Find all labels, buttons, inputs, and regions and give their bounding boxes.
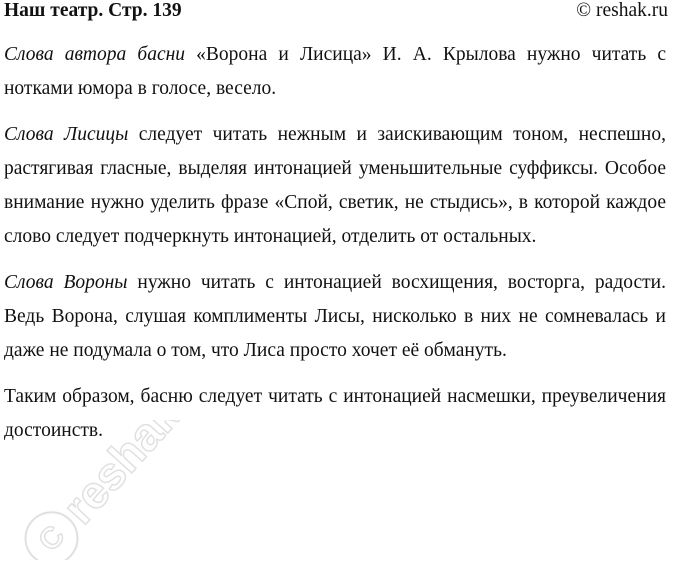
page-title: Наш театр. Стр. 139 (4, 0, 182, 21)
paragraph-body: следует читать нежным и заискивающим тоном, неспешно, растягивая гласные, выделяя интонацией уменьшительные суффиксы. Особое внимание нужно уделить фразе «Спой, светик, не стыдись», в которой каждое слово следует подчеркнуть интонацией, отделить от остальных. (4, 124, 666, 247)
paragraph-lead: Слова Вороны (4, 272, 128, 293)
source-label: © reshak.ru (576, 0, 668, 21)
paragraph-body: нужно читать с интонацией восхищения, восторга, радости. Ведь Ворона, слушая комплименты Лисы, нисколько в них не сомневалась и даже не подумала о том, что Лиса просто хочет её обмануть. (4, 272, 666, 361)
watermark-text: reshak.ru (52, 420, 200, 534)
paragraph-crow (4, 266, 666, 368)
answer-text (4, 38, 666, 460)
copyright-circle-icon (15, 502, 88, 560)
paragraph-conclusion (4, 380, 666, 448)
paragraph-body: Таким образом, басню следует читать с интонацией насмешки, преувеличения достоинств. (4, 386, 666, 441)
copyright-letter-icon: C (32, 519, 72, 558)
paragraph-author (4, 38, 666, 106)
paragraph-body: «Ворона и Лисица» И. А. Крылова нужно читать с нотками юмора в голосе, весело. (4, 44, 667, 99)
paragraph-fox (4, 118, 666, 254)
paragraph-lead: Слова автора басни (4, 44, 186, 65)
paragraph-lead: Слова Лисицы (4, 124, 129, 145)
page-header (4, 0, 668, 26)
